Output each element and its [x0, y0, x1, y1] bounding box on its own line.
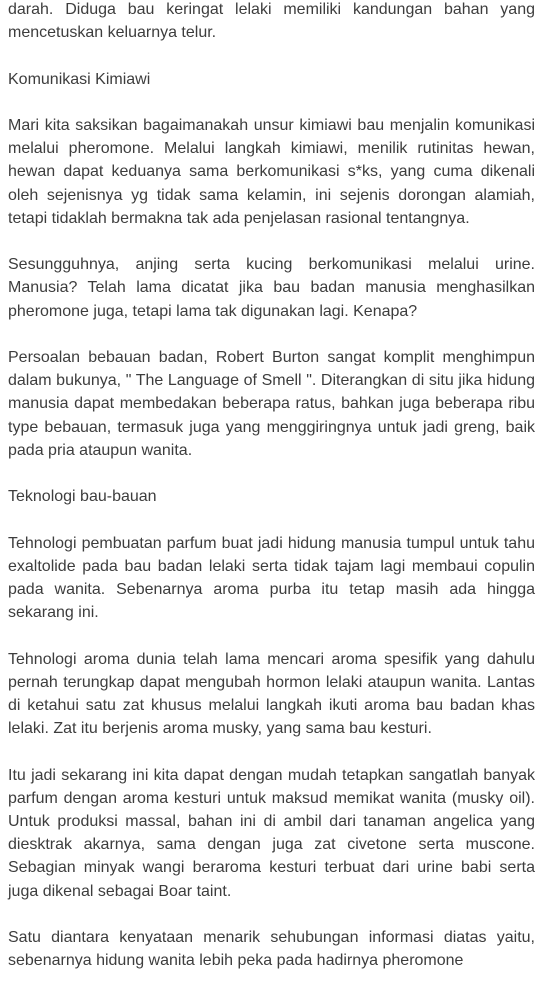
article-body	[8, 0, 535, 996]
paragraph-urine-communication: Sesungguhnya, anjing serta kucing berkomunikasi melalui urine. Manusia? Telah lama dicatat jika bau badan manusia menghasilkan pheromone juga, tetapi lama tak digunakan lagi. Kenapa?	[8, 256, 535, 320]
paragraph-interesting-fact: Satu diantara kenyataan menarik sehubungan informasi diatas yaitu, sebenarnya hidung wanita lebih peka pada hadirnya pheromone	[8, 928, 535, 970]
paragraph-perfume-technology: Tehnologi pembuatan parfum buat jadi hidung manusia tumpul untuk tahu exaltolide pada bau badan lelaki serta tidak tajam lagi membaui copulin pada wanita. Sebenarnya aroma purba itu tetap masih ada hingga sekarang ini.	[8, 534, 535, 622]
paragraph-pheromone-communication: Mari kita saksikan bagaimanakah unsur kimiawi bau menjalin komunikasi melalui pheromone. Melalui langkah kimiawi, menilik rutinitas hewan, hewan dapat keduanya sama berkomunikasi s*ks, yang cuma dikenali oleh sejenisnya yg tidak sama kelamin, ini sejenis dorongan alamiah, tetapi tidaklah bermakna tak ada penjelasan rasional tentangnya.	[8, 116, 535, 227]
paragraph-musky-oil: Itu jadi sekarang ini kita dapat dengan mudah tetapkan sangatlah banyak parfum dengan aroma kesturi untuk maksud memikat wanita (musky oil). Untuk produksi massal, bahan ini di ambil dari tanaman angelica yang diesktrak akarnya, sama dengan juga zat civetone serta muscone. Sebagian minyak wangi beraroma kesturi terbuat dari urine babi serta juga dikenal sebagai Boar taint.	[8, 766, 535, 900]
paragraph-robert-burton: Persoalan bebauan badan, Robert Burton sangat komplit menghimpun dalam bukunya, " The Language of Smell ". Diterangkan di situ jika hidung manusia dapat membedakan beberapa ratus, bahkan juga beberapa ribu type bebauan, termasuk juga yang menggiringnya untuk jadi greng, baik pada pria ataupun wanita.	[8, 348, 535, 459]
paragraph-intro-fragment: darah. Diduga bau keringat lelaki memiliki kandungan bahan yang mencetuskan keluarnya telur.	[8, 1, 535, 42]
heading-komunikasi-kimiawi: Komunikasi Kimiawi	[8, 70, 151, 88]
paragraph-aroma-technology: Tehnologi aroma dunia telah lama mencari aroma spesifik yang dahulu pernah terungkap dapat mengubah hormon lelaki ataupun wanita. Lantas di ketahui satu zat khusus melalui langkah ikuti aroma bau badan khas lelaki. Zat itu berjenis aroma musky, yang sama bau kesturi.	[8, 650, 535, 738]
heading-teknologi-bau-bauan: Teknologi bau-bauan	[8, 488, 157, 506]
